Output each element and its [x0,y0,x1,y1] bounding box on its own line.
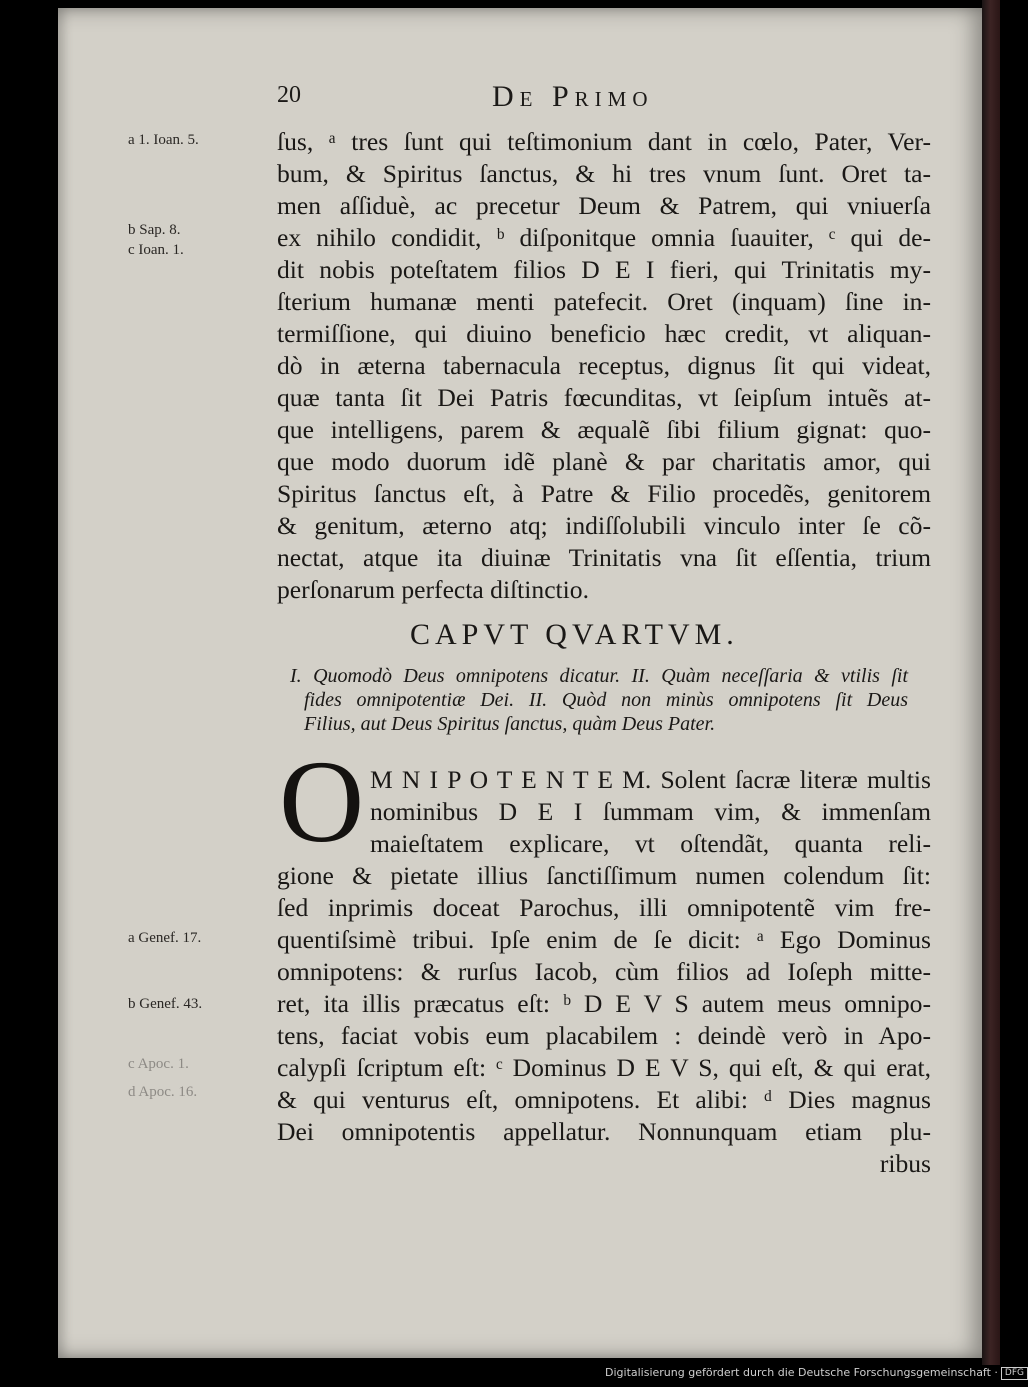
margin-note: b Sap. 8. [128,222,181,238]
text-line: tens, faciat vobis eum placabilem : deindè verò in Apo- [277,1021,931,1050]
margin-note: b Genef. 43. [128,996,203,1012]
running-head: De Primo [492,80,654,113]
text-line: ſed inprimis doceat Parochus, illi omnipotentẽ vim fre- [277,893,931,922]
page-number: 20 [277,82,301,108]
text-line: dit nobis poteſtatem filios D E I fieri, qui Trinitatis my- [277,255,931,284]
margin-note: c Ioan. 1. [128,242,184,258]
catchword: ribus [879,1149,931,1178]
text-line: calypſi ſcriptum eſt: ᶜ Dominus D E V S, qui eſt, & qui erat, [277,1053,931,1082]
text-line: Dei omnipotentis appellatur. Nonnunquam etiam plu- [277,1117,931,1146]
margin-note: c Apoc. 1. [128,1056,189,1072]
drop-cap: O [279,736,365,867]
text-line: dò in æterna tabernacula receptus, dignus ſit qui videat, [277,351,931,380]
text-line: men aſſiduè, ac precetur Deum & Patrem, qui vniuerſa [277,191,931,220]
text-line: & genitum, æterno atq; indiſſolubili vinculo inter ſe cõ- [277,511,931,540]
text-line: Spiritus ſanctus eſt, à Patre & Filio procedẽs, genitorem [277,479,931,508]
text-line: quæ tanta ſit Dei Patris fœcunditas, vt ſeipſum intuẽs at- [277,383,931,412]
text-line: ſus, ᵃ tres ſunt qui teſtimonium dant in cœlo, Pater, Ver- [277,127,931,156]
text-line: perſonarum perfecta diſtinctio. [277,575,589,604]
summary-line: fides omnipotentiæ Dei. II. Quòd non minùs omnipotens ſit Deus [304,689,908,711]
chapter-summary [290,664,908,736]
text-line: & qui venturus eſt, omnipotens. Et alibi: ᵈ Dies magnus [277,1085,931,1114]
text-line: nectat, atque ita diuinæ Trinitatis vna ſit eſſentia, trium [277,543,931,572]
text-line: ex nihilo condidit, ᵇ diſponitque omnia ſuauiter, ᶜ qui de- [277,223,931,252]
text-line: omnipotens: & rurſus Iacob, cùm filios ad Ioſeph mitte- [277,957,931,986]
dfg-logo-icon: DFG [1001,1367,1028,1380]
text-line: nominibus D E I ſummam vim, & immenſam [370,797,931,826]
digitization-credit [605,1366,1025,1386]
body-text-top [277,126,931,606]
text-line: que modo duorum idẽ planè & par charitatis amor, qui [277,447,931,476]
margin-note: a Genef. 17. [128,930,202,946]
body-text-dropcap-lines [370,764,931,860]
text-line: gione & pietate illius ſanctiſſimum numen colendum ſit: [277,861,931,890]
body-text-main [277,860,931,1180]
book-edge [982,0,1000,1365]
credit-text: Digitalisierung gefördert durch die Deutsche Forschungsgemeinschaft · [605,1366,998,1379]
text-line: M N I P O T E N T E M. Solent ſacræ literæ multis [370,765,931,794]
summary-line: I. Quomodò Deus omnipotens dicatur. II. Quàm neceſſaria & vtilis ſit [290,665,908,687]
summary-line: Filius, aut Deus Spiritus ſanctus, quàm Deus Pater. [304,713,716,735]
text-line: bum, & Spiritus ſanctus, & hi tres vnum ſunt. Oret ta- [277,159,931,188]
text-line: termiſſione, qui diuino beneficio hæc credit, vt aliquan- [277,319,931,348]
chapter-title: CAPVT QVARTVM. [410,618,739,651]
text-line: maieſtatem explicare, vt oſtendãt, quanta reli- [370,829,931,858]
page-header [277,80,737,120]
text-line: que intelligens, parem & æqualẽ ſibi filium gignat: quo- [277,415,931,444]
text-line: quentiſsimè tribui. Ipſe enim de ſe dicit: ᵃ Ego Dominus [277,925,931,954]
margin-note: a 1. Ioan. 5. [128,132,199,148]
margin-note: d Apoc. 16. [128,1084,198,1100]
text-line: ſterium humanæ menti patefecit. Oret (inquam) ſine in- [277,287,931,316]
text-line: ret, ita illis præcatus eſt: ᵇ D E V S autem meus omnipo- [277,989,931,1018]
